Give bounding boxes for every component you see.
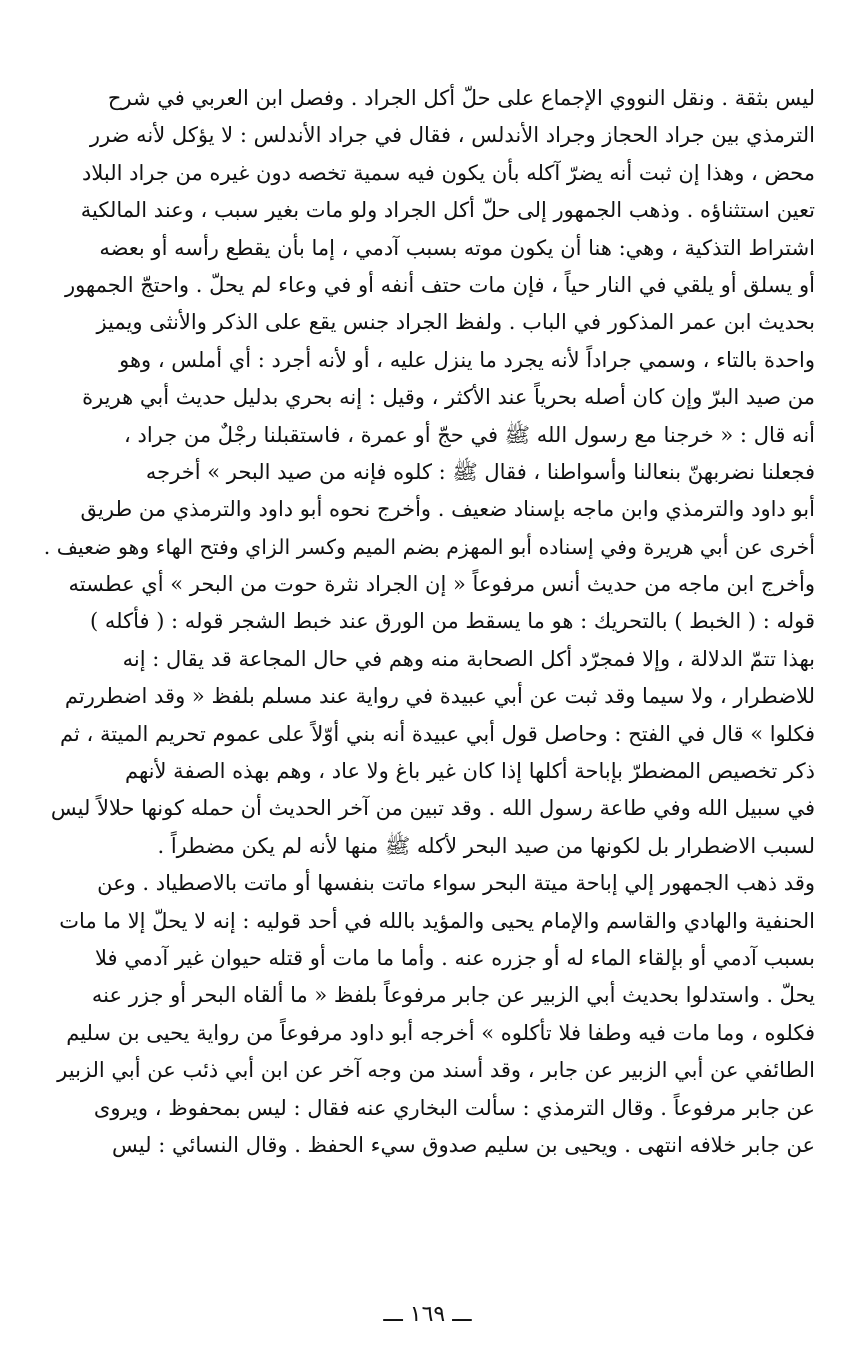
- text-line: قوله : ( الخبط ) بالتحريك : هو ما يسقط من الورق عند خبط الشجر قوله : ( فأكله ): [90, 609, 815, 634]
- text-line: الطائفي عن أبي الزبير عن جابر ، وقد أسند من وجه آخر عن ابن أبي ذئب عن أبي الزبير: [57, 1058, 815, 1083]
- text-line: أخرى عن أبي هريرة وفي إسناده أبو المهزم بضم الميم وكسر الزاي وفتح الهاء وهو ضعيف .: [43, 534, 815, 559]
- text-line: فكلوه ، وما مات فيه وطفا فلا تأكلوه » أخرجه أبو داود مرفوعاً من رواية يحيى بن سليم: [66, 1020, 815, 1045]
- text-line: أنه قال : « خرجنا مع رسول الله ﷺ في حجّ أو عمرة ، فاستقبلنا رجْلٌ من جراد ،: [124, 422, 815, 447]
- text-line: للاضطرار ، ولا سيما وقد ثبت عن أبي عبيدة في رواية عند مسلم بلفظ « وقد اضطررتم: [64, 684, 815, 709]
- text-line: اشتراط التذكية ، وهي: هنا أن يكون موته بسبب آدمي ، إما بأن يقطع رأسه أو بعضه: [99, 235, 815, 260]
- text-line: من صيد البرّ وإن كان أصله بحرياً عند الأكثر ، وقيل : إنه بحري بدليل حديث أبي هريرة: [82, 385, 815, 410]
- text-line: فكلوا » قال في الفتح : وحاصل قول أبي عبيدة أنه بني أوّلاً على عموم تحريم الميتة ، ثم: [60, 721, 815, 746]
- text-line: أو يسلق أو يلقي في النار حياً ، فإن مات حتف أنفه أو في وعاء لم يحلّ . واحتجّ الجمهور: [64, 272, 815, 297]
- text-line: ليس بثقة . ونقل النووي الإجماع على حلّ أكل الجراد . وفصل ابن العربي في شرح: [107, 86, 815, 110]
- text-line: واحدة بالتاء ، وسمي جراداً لأنه يجرد ما ينزل عليه ، أو لأنه أجرد : أي أملس ، وهو: [119, 347, 815, 372]
- text-line: وقد ذهب الجمهور إلي إباحة ميتة البحر سواء ماتت بنفسها أو ماتت بالاصطياد . وعن: [97, 871, 815, 896]
- text-line: ذكر تخصيص المضطرّ بإباحة أكلها إذا كان غير باغ ولا عاد ، وهم بهذه الصفة لأنهم: [125, 759, 815, 784]
- text-line: محض ، وهذا إن ثبت أنه يضرّ آكله بأن يكون فيه سمية تخصه دون غيره من جراد البلاد: [81, 160, 815, 185]
- text-line: أبو داود والترمذي وابن ماجه بإسناد ضعيف . وأخرج نحوه أبو داود والترمذي من طريق: [80, 497, 815, 522]
- text-line: الحنفية والهادي والقاسم والإمام يحيى والمؤيد بالله في أحد قوليه : إنه لا يحلّ إلا ما مات: [59, 908, 815, 933]
- text-line: وأخرج ابن ماجه من حديث أنس مرفوعاً « إن الجراد نثرة حوت من البحر » أي عطسته: [68, 572, 815, 597]
- text-line: يحلّ . واستدلوا بحديث أبي الزبير عن جابر مرفوعاً بلفظ « ما ألقاه البحر أو جزر عنه: [91, 983, 815, 1008]
- page-number: ـــ ١٦٩ ـــ: [383, 1302, 472, 1327]
- text-line: بهذا تتمّ الدلالة ، وإلا فمجرّد أكل الصحابة منه وهم في حال المجاعة قد يقال : إنه: [122, 646, 815, 671]
- text-line: بحديث ابن عمر المذكور في الباب . ولفظ الجراد جنس يقع على الذكر والأنثى ويميز: [96, 310, 815, 335]
- text-line: فجعلنا نضربهنّ بنعالنا وأسواطنا ، فقال ﷺ : كلوه فإنه من صيد البحر » أخرجه: [145, 459, 815, 484]
- text-line: في سبيل الله وفي طاعة رسول الله . وقد تبين من آخر الحديث أن حمله كونها حلالاً ليس: [50, 796, 815, 821]
- text-line: لسبب الاضطرار بل لكونها من صيد البحر لأكله ﷺ منها لأنه لم يكن مضطراً .: [157, 833, 815, 858]
- text-line: تعين استثناؤه . وذهب الجمهور إلى حلّ أكل الجراد ولو مات بغير سبب ، وعند المالكية: [80, 198, 815, 223]
- text-line: عن جابر مرفوعاً . وقال الترمذي : سألت البخاري عنه فقال : ليس بمحفوظ ، ويروى: [93, 1095, 815, 1120]
- text-line: الترمذي بين جراد الحجاز وجراد الأندلس ، فقال في جراد الأندلس : لا يؤكل لأنه ضرر: [89, 123, 815, 148]
- text-line: بسبب آدمي أو بإلقاء الماء له أو جزره عنه . وأما ما مات أو قتله حيوان غير آدمي فلا: [94, 945, 815, 970]
- text-line: عن جابر خلافه انتهى . ويحيى بن سليم صدوق سيء الحفظ . وقال النسائي : ليس: [112, 1132, 815, 1157]
- page-body-text: [36, 80, 815, 1164]
